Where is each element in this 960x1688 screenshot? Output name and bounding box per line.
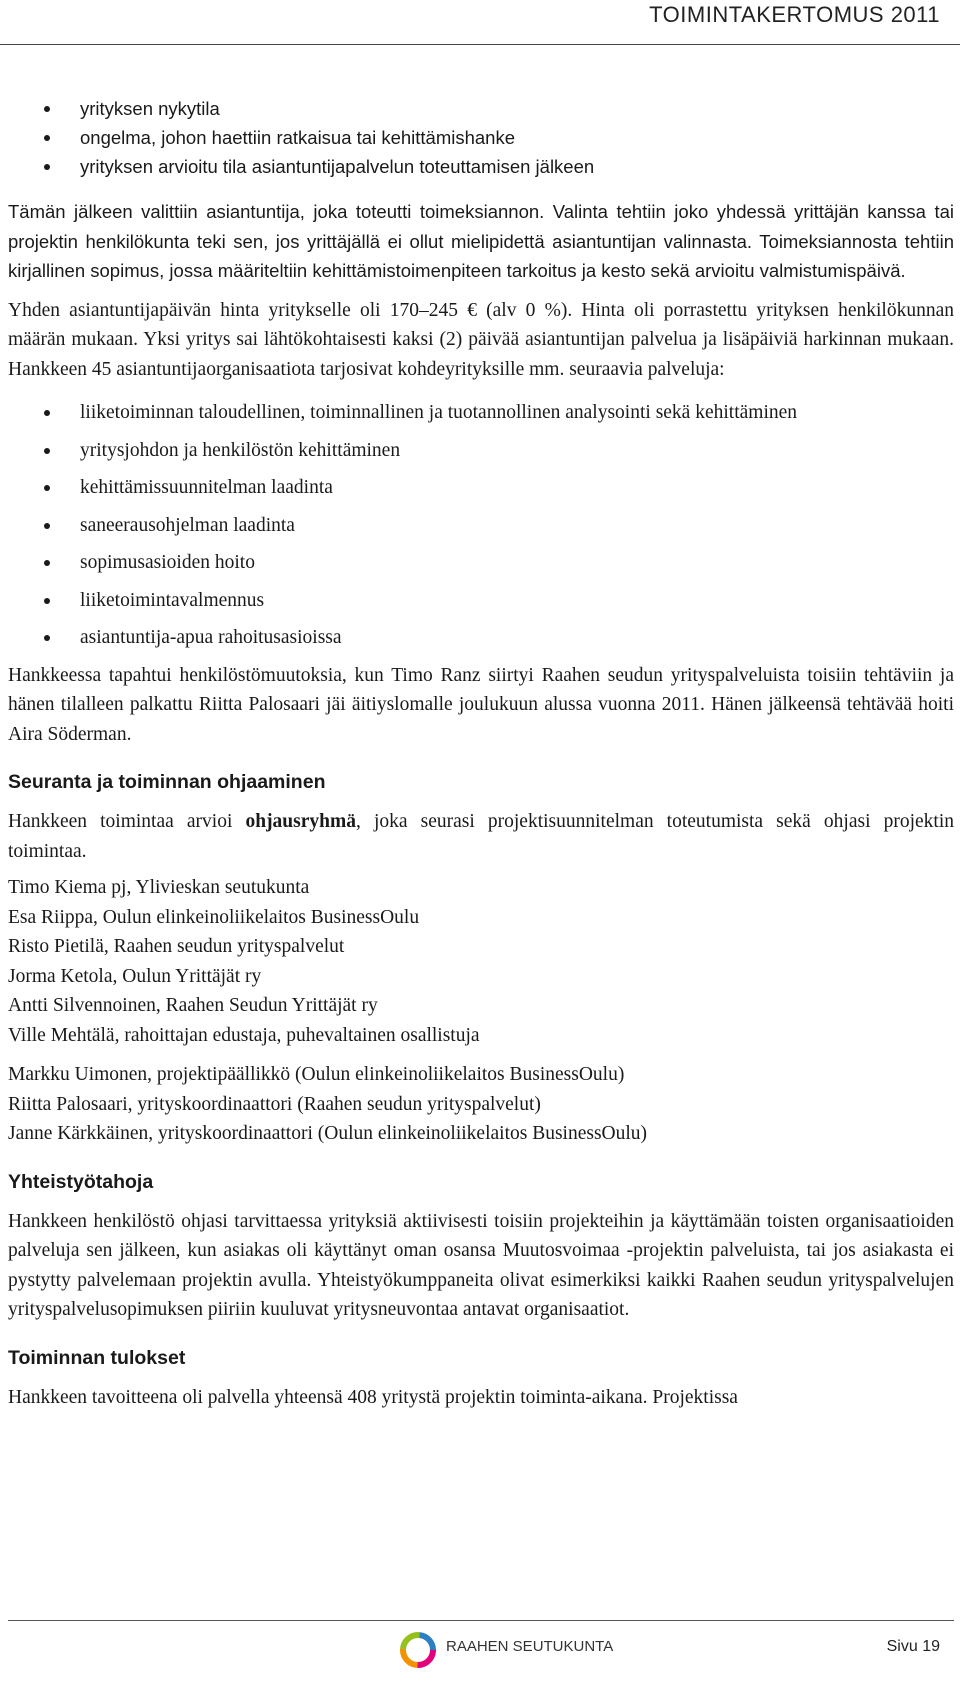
footer-logo — [398, 1626, 618, 1674]
member-line: Jorma Ketola, Oulun Yrittäjät ry — [8, 965, 262, 987]
ring-logo-icon — [398, 1630, 438, 1670]
list-item: sopimusasioiden hoito — [8, 548, 954, 578]
heading-cooperation: Yhteistyötahoja — [8, 1170, 154, 1193]
page-number: Sivu 19 — [886, 1638, 940, 1655]
bold-term: ohjausryhmä — [245, 811, 356, 832]
member-line: Ville Mehtälä, rahoittajan edustaja, puhevaltainen osallistuja — [8, 1024, 480, 1046]
paragraph-price: Yhden asiantuntijapäivän hinta yritykselle oli 170–245 € (alv 0 %). Hinta oli porrastettu yrityksen henkilökunnan määrän mukaan. Yksi yritys sai lähtökohtaisesti kaksi (2) päivää asiantuntijan palvelua ja lisäpäiviä harkinnan mukaan. Hankkeen 45 asiantuntijaorganisaatiota tarjosivat kohdeyrityksille mm. seuraavia palveluja: — [8, 299, 954, 380]
text-segment: Hankkeen toimintaa arvioi — [8, 811, 246, 832]
list-item: yrityksen nykytila — [8, 94, 954, 123]
text-segment: , joka seurasi projektisuunnitelman toteutumista sekä ohjasi projektin toimintaa. — [8, 811, 954, 862]
staff-line: Markku Uimonen, projektipäällikkö (Oulun elinkeinoliikelaitos BusinessOulu) — [8, 1064, 625, 1085]
list-item: kehittämissuunnitelman laadinta — [8, 473, 954, 503]
steering-group-members — [8, 873, 954, 1050]
project-staff-list — [8, 1060, 954, 1149]
intro-bullet-list — [8, 94, 954, 181]
paragraph-results: Hankkeen tavoitteena oli palvella yhteensä 408 yritystä projektin toiminta-aikana. Projektissa — [8, 1386, 738, 1408]
list-item: ongelma, johon haettiin ratkaisua tai kehittämishanke — [8, 123, 954, 152]
footer-divider — [8, 1620, 954, 1621]
paragraph-selection: Tämän jälkeen valittiin asiantuntija, joka toteutti toimeksiannon. Valinta tehtiin joko yhdessä yrittäjän kanssa tai projektin henkilökunta teki sen, jos yrittäjällä ei ollut mielipidettä asiantuntijan valinnasta. Toimeksiannosta tehtiin kirjallinen sopimus, jossa määriteltiin kehittämistoimenpiteen tarkoitus ja kesto sekä arvioitu valmistumispäivä. — [8, 201, 954, 281]
paragraph-staff-changes: Hankkeessa tapahtui henkilöstömuutoksia, kun Timo Ranz siirtyi Raahen seudun yrityspalveluista toisiin tehtäviin ja hänen tilalleen palkattu Riitta Palosaari jäi äitiyslomalle joulukuun alussa vuonna 2011. Hänen jälkeensä tehtävää hoiti Aira Söderman. — [8, 664, 954, 745]
staff-line: Riitta Palosaari, yrityskoordinaattori (Raahen seudun yrityspalvelut) — [8, 1093, 541, 1115]
member-line: Timo Kiema pj, Ylivieskan seutukunta — [8, 877, 310, 898]
document-title: TOIMINTAKERTOMUS 2011 — [649, 2, 940, 27]
list-item: yrityksen arvioitu tila asiantuntijapalvelun toteuttamisen jälkeen — [8, 152, 954, 181]
heading-monitoring: Seuranta ja toiminnan ohjaaminen — [8, 771, 326, 793]
list-item: saneerausohjelman laadinta — [8, 511, 954, 541]
paragraph-cooperation: Hankkeen henkilöstö ohjasi tarvittaessa yrityksiä aktiivisesti toisiin projekteihin ja käyttämään toisten organisaatioiden palveluja sen jälkeen, kun asiakas oli käyttänyt oman osansa Muutosvoimaa -projektin palveluista, tai jos asiakasta ei pystytty palvelemaan projektin avulla. Yhteistyökumppaneita olivat esimerkiksi kaikki Raahen seudun yrityspalvelujen yrityspalvelusopimuksen piiriin kuuluvat yritysneuvontaa antavat organisaatiot. — [8, 1210, 954, 1320]
list-item: liiketoimintavalmennus — [8, 586, 954, 616]
page-header — [0, 0, 960, 45]
member-line: Risto Pietilä, Raahen seudun yrityspalvelut — [8, 936, 345, 957]
page-content — [8, 94, 954, 1419]
paragraph-steering-group — [8, 807, 954, 866]
list-item: asiantuntija-apua rahoitusasioissa — [8, 623, 954, 653]
member-line: Esa Riippa, Oulun elinkeinoliikelaitos BusinessOulu — [8, 906, 420, 928]
member-line: Antti Silvennoinen, Raahen Seudun Yrittäjät ry — [8, 995, 378, 1016]
list-item: liiketoiminnan taloudellinen, toiminnallinen ja tuotannollinen analysointi sekä kehittäminen — [8, 398, 954, 428]
heading-results: Toiminnan tulokset — [8, 1346, 186, 1369]
staff-line: Janne Kärkkäinen, yrityskoordinaattori (Oulun elinkeinoliikelaitos BusinessOulu) — [8, 1123, 648, 1144]
logo-text: RAAHEN SEUTUKUNTA — [446, 1638, 614, 1655]
list-item: yritysjohdon ja henkilöstön kehittäminen — [8, 436, 954, 466]
services-bullet-list — [8, 398, 954, 653]
